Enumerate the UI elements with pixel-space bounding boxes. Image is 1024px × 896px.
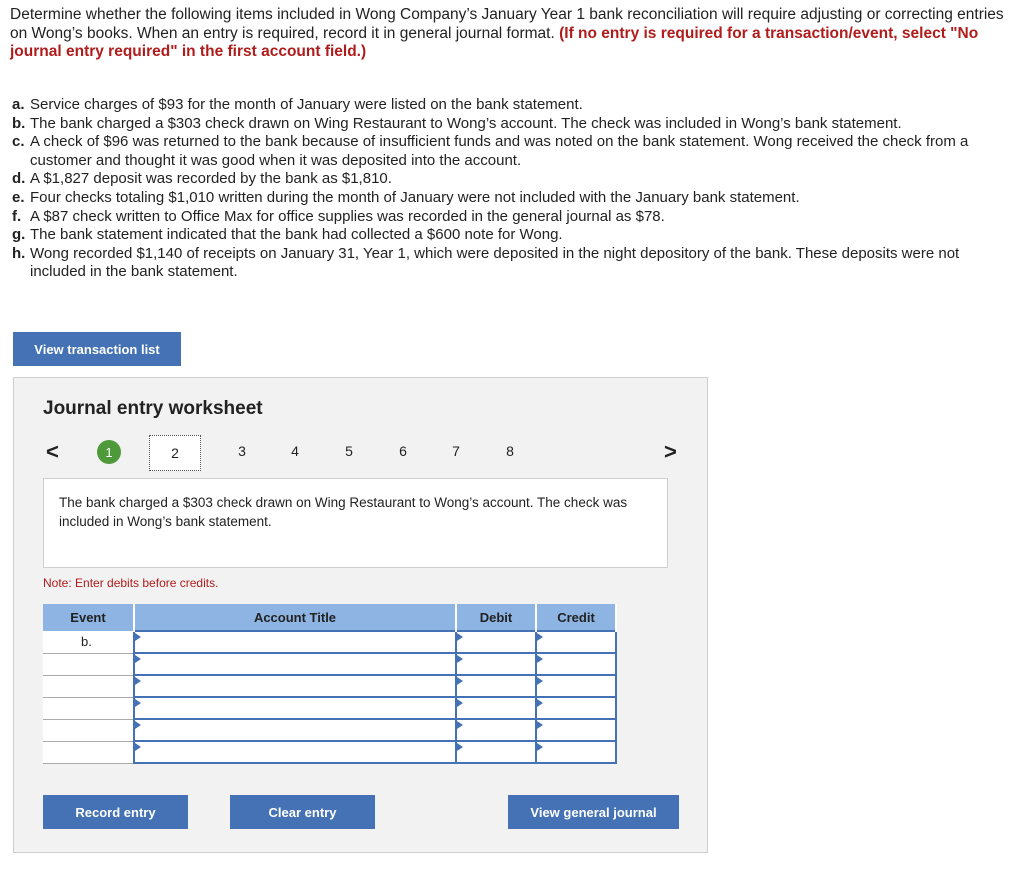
dropdown-marker-icon: [457, 655, 463, 663]
item-c: c. A check of $96 was returned to the bank because of insufficient funds and was noted on the bank statement. Wong received the check from a customer and thought it was good when it was deposited into the account.: [12, 133, 969, 169]
journal-entry-worksheet: [13, 377, 708, 853]
transaction-description: The bank charged a $303 check drawn on Wing Restaurant to Wong’s account. The check was included in Wong’s bank statement.: [43, 478, 668, 568]
clear-entry-button[interactable]: Clear entry: [230, 795, 375, 829]
prev-arrow-icon[interactable]: <: [46, 439, 59, 464]
event-cell: [43, 653, 134, 675]
table-row: [43, 631, 616, 653]
debit-input[interactable]: [456, 697, 536, 719]
event-column-header: Event: [43, 604, 134, 631]
table-row: [43, 697, 616, 719]
credit-input[interactable]: [536, 741, 616, 763]
account-title-input[interactable]: [134, 741, 456, 763]
page-3[interactable]: 3: [238, 443, 246, 459]
table-row: [43, 719, 616, 741]
debit-credit-note: Note: Enter debits before credits.: [43, 576, 219, 590]
credit-input[interactable]: [536, 719, 616, 741]
account-title-column-header: Account Title: [134, 604, 456, 631]
journal-table: [43, 604, 617, 764]
dropdown-marker-icon: [135, 677, 141, 685]
event-cell: b.: [43, 631, 134, 653]
item-g: g. The bank statement indicated that the bank had collected a $600 note for Wong.: [12, 226, 563, 244]
credit-input[interactable]: [536, 653, 616, 675]
account-title-input[interactable]: [134, 697, 456, 719]
credit-input[interactable]: [536, 631, 616, 653]
table-row: [43, 741, 616, 763]
dropdown-marker-icon: [457, 677, 463, 685]
dropdown-marker-icon: [457, 633, 463, 641]
dropdown-marker-icon: [457, 743, 463, 751]
item-f: f. A $87 check written to Office Max for office supplies was recorded in the general journal as $78.: [12, 207, 665, 225]
dropdown-marker-icon: [457, 721, 463, 729]
transaction-items: [12, 96, 1012, 282]
page-1-completed[interactable]: 1: [97, 440, 121, 464]
dropdown-marker-icon: [135, 721, 141, 729]
item-b: b. The bank charged a $303 check drawn on Wing Restaurant to Wong’s account. The check was included in Wong’s bank statement.: [12, 114, 902, 132]
debit-input[interactable]: [456, 719, 536, 741]
page-2-current[interactable]: 2: [149, 435, 201, 471]
item-e: e. Four checks totaling $1,010 written during the month of January were not included with the January bank statement.: [12, 188, 800, 206]
debit-input[interactable]: [456, 741, 536, 763]
dropdown-marker-icon: [537, 721, 543, 729]
account-title-input[interactable]: [134, 631, 456, 653]
page-4[interactable]: 4: [291, 443, 299, 459]
event-cell: [43, 675, 134, 697]
item-a: a. Service charges of $93 for the month of January were listed on the bank statement.: [12, 96, 583, 113]
dropdown-marker-icon: [457, 699, 463, 707]
debit-input[interactable]: [456, 653, 536, 675]
instructions-text: Determine whether the following items included in Wong Company’s January Year 1 bank reconciliation will require adjusting or correcting entries on Wong’s books. When an entry is required, record it in general journal format.: [10, 6, 1004, 42]
item-h: h. Wong recorded $1,140 of receipts on January 31, Year 1, which were deposited in the night depository of the bank. These deposits were not included in the bank statement.: [12, 244, 960, 281]
event-cell: [43, 697, 134, 719]
view-transaction-list-button[interactable]: View transaction list: [13, 332, 181, 366]
dropdown-marker-icon: [135, 699, 141, 707]
account-title-input[interactable]: [134, 653, 456, 675]
instructions: [10, 6, 1010, 62]
debit-input[interactable]: [456, 675, 536, 697]
table-row: [43, 653, 616, 675]
view-general-journal-button[interactable]: View general journal: [508, 795, 679, 829]
debit-input[interactable]: [456, 631, 536, 653]
credit-input[interactable]: [536, 675, 616, 697]
credit-input[interactable]: [536, 697, 616, 719]
table-row: [43, 675, 616, 697]
worksheet-title: Journal entry worksheet: [43, 398, 263, 419]
next-arrow-icon[interactable]: >: [664, 439, 677, 464]
page-6[interactable]: 6: [399, 443, 407, 459]
dropdown-marker-icon: [537, 677, 543, 685]
worksheet-pager: [14, 438, 709, 468]
debit-column-header: Debit: [456, 604, 536, 631]
account-title-input[interactable]: [134, 675, 456, 697]
dropdown-marker-icon: [135, 633, 141, 641]
event-cell: [43, 741, 134, 763]
event-cell: [43, 719, 134, 741]
page-7[interactable]: 7: [452, 443, 460, 459]
item-d: d. A $1,827 deposit was recorded by the bank as $1,810.: [12, 170, 392, 188]
dropdown-marker-icon: [537, 655, 543, 663]
dropdown-marker-icon: [135, 655, 141, 663]
dropdown-marker-icon: [537, 633, 543, 641]
instructions-note: (If no entry is required for a transaction/event, select "No journal entry required" in the first account field.): [10, 24, 979, 60]
dropdown-marker-icon: [537, 699, 543, 707]
record-entry-button[interactable]: Record entry: [43, 795, 188, 829]
page-5[interactable]: 5: [345, 443, 353, 459]
dropdown-marker-icon: [135, 743, 141, 751]
dropdown-marker-icon: [537, 743, 543, 751]
page-8[interactable]: 8: [506, 443, 514, 459]
credit-column-header: Credit: [536, 604, 616, 631]
account-title-input[interactable]: [134, 719, 456, 741]
